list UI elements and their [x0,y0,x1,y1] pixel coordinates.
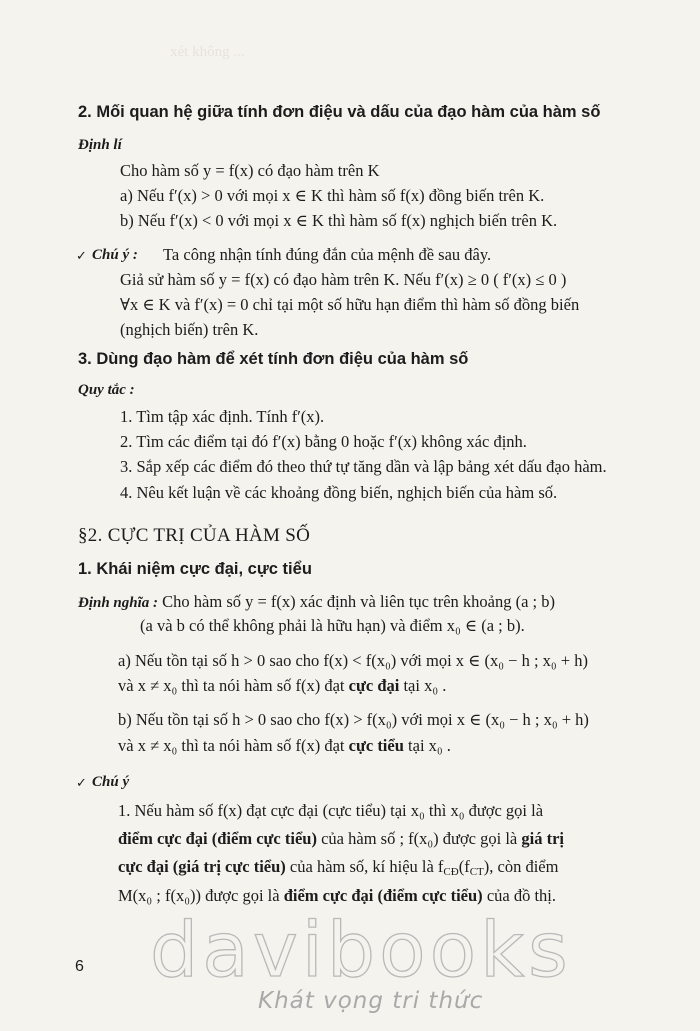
rule-step: 2. Tìm các điểm tại đó f′(x) bằng 0 hoặc f′(x) không xác định. [120,432,527,451]
note1-line-3: cực đại (giá trị cực tiểu) của hàm số, kí hiệu là $f_{CĐ}(f_{CT})$, còn điểm [118,857,559,878]
definition-text: Cho hàm số y = f(x) xác định và liên tục trên khoảng (a ; b) [162,592,555,611]
case-b-line-1: b) Nếu tồn tại số h > 0 sao cho f(x) > f(x₀) với mọi x ∈ (x₀ − h ; x₀ + h) [118,710,589,729]
note-line: (nghịch biến) trên K. [120,320,259,339]
case-a-line-1: a) Nếu tồn tại số h > 0 sao cho f(x) < f(x₀) với mọi x ∈ (x₀ − h ; x₀ + h) [118,651,588,670]
note-line: ∀x ∈ K và f′(x) = 0 chỉ tại một số hữu hạn điểm thì hàm số đồng biến [120,295,580,314]
note-label: Chú ý : [92,247,138,263]
bleed-through-text: xét không ... [170,44,245,60]
watermark-logo: davibooks [150,905,572,994]
note-intro: Ta công nhận tính đúng đắn của mệnh đề sau đây. [163,245,492,264]
watermark-tagline: Khát vọng tri thức [258,988,484,1014]
note-label-2: Chú ý [92,774,130,790]
page-number: 6 [75,958,84,975]
rule-label: Quy tắc : [78,382,135,398]
note-check-icon: ✓ [76,776,87,791]
theorem-line: b) Nếu f′(x) < 0 với mọi x ∈ K thì hàm số f(x) nghịch biến trên K. [120,211,558,230]
note-line: Giả sử hàm số y = f(x) có đạo hàm trên K. Nếu f′(x) ≥ 0 ( f′(x) ≤ 0 ) [120,270,567,289]
case-a-line-2: và x ≠ x₀ thì ta nói hàm số f(x) đạt cực đại tại x₀ . [118,676,447,695]
rule-step: 3. Sắp xếp các điểm đó theo thứ tự tăng dần và lập bảng xét dấu đạo hàm. [120,457,607,476]
section-heading-using-derivative: 3. Dùng đạo hàm để xét tính đơn điệu của hàm số [78,350,469,368]
case-b-line-2: và x ≠ x₀ thì ta nói hàm số f(x) đạt cực tiểu tại x₀ . [118,736,451,755]
note1-line-2: điểm cực đại (điểm cực tiểu) của hàm số ; f(x₀) được gọi là giá trị [118,829,564,848]
section-heading-monotonic-derivative: 2. Mối quan hệ giữa tính đơn điệu và dấu của đạo hàm của hàm số [78,103,601,121]
note1-line-4: M(x₀ ; f(x₀)) được gọi là điểm cực đại (điểm cực tiểu) của đồ thị. [118,886,557,905]
rule-step: 4. Nêu kết luận về các khoảng đồng biến, nghịch biến của hàm số. [120,483,558,502]
definition-label: Định nghĩa : [78,595,159,611]
theorem-line: Cho hàm số y = f(x) có đạo hàm trên K [120,161,380,180]
note1-line-1: 1. Nếu hàm số f(x) đạt cực đại (cực tiểu) tại x₀ thì x₀ được gọi là [118,801,544,820]
chapter-title: §2. CỰC TRỊ CỦA HÀM SỐ [78,525,311,546]
rule-step: 1. Tìm tập xác định. Tính f′(x). [120,407,325,426]
theorem-line: a) Nếu f′(x) > 0 với mọi x ∈ K thì hàm số f(x) đồng biến trên K. [120,186,545,205]
definition-line-1 [78,592,555,612]
term-minimum: cực tiểu [348,736,404,755]
definition-line-2: (a và b có thể không phải là hữu hạn) và điểm x₀ ∈ (a ; b). [140,616,525,635]
note-check-icon: ✓ [76,249,87,264]
theorem-label: Định lí [78,137,122,153]
subsection-heading-extremum: 1. Khái niệm cực đại, cực tiểu [78,560,312,578]
term-maximum: cực đại [348,676,400,695]
